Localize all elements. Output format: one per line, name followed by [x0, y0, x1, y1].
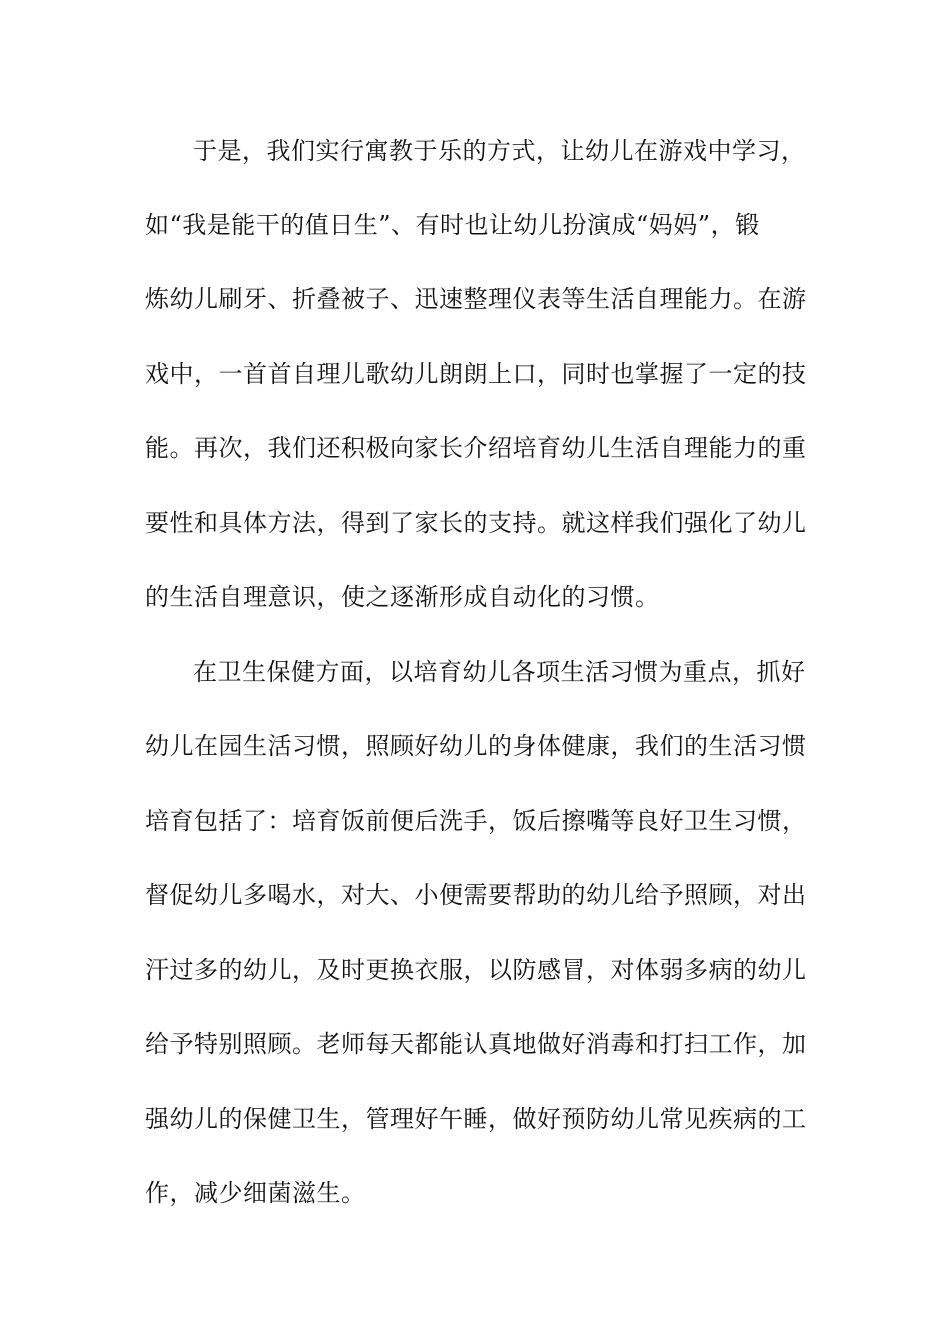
text-line: 戏中，一首首自理儿歌幼儿朗朗上口，同时也掌握了一定的技	[145, 360, 807, 388]
text-line: 在卫生保健方面，以培育幼儿各项生活习惯为重点，抓好	[193, 658, 806, 686]
text-line: 强幼儿的保健卫生，管理好午睡，做好预防幼儿常见疾病的工	[145, 1105, 807, 1133]
text-line: 幼儿在园生活习惯，照顾好幼儿的身体健康，我们的生活习惯	[145, 732, 807, 760]
text-line: 炼幼儿刷牙、折叠被子、迅速整理仪表等生活自理能力。在游	[145, 285, 807, 313]
text-line: 能。再次，我们还积极向家长介绍培育幼儿生活自理能力的重	[145, 434, 807, 462]
text-line: 的生活自理意识，使之逐渐形成自动化的习惯。	[145, 583, 660, 611]
text-line: 如“我是能干的值日生”、有时也让幼儿扮演成“妈妈”，锻	[145, 211, 760, 239]
text-line: 汗过多的幼儿，及时更换衣服，以防感冒，对体弱多病的幼儿	[145, 956, 807, 984]
text-line: 给予特别照顾。老师每天都能认真地做好消毒和打扫工作，加	[145, 1030, 807, 1058]
text-line: 于是，我们实行寓教于乐的方式，让幼儿在游戏中学习，	[193, 137, 806, 165]
text-line: 督促幼儿多喝水，对大、小便需要帮助的幼儿给予照顾，对出	[145, 881, 807, 909]
text-line: 作，减少细菌滋生。	[145, 1179, 366, 1207]
text-line: 培育包括了：培育饭前便后洗手，饭后擦嘴等良好卫生习惯，	[145, 807, 807, 835]
text-line: 要性和具体方法，得到了家长的支持。就这样我们强化了幼儿	[145, 509, 807, 537]
